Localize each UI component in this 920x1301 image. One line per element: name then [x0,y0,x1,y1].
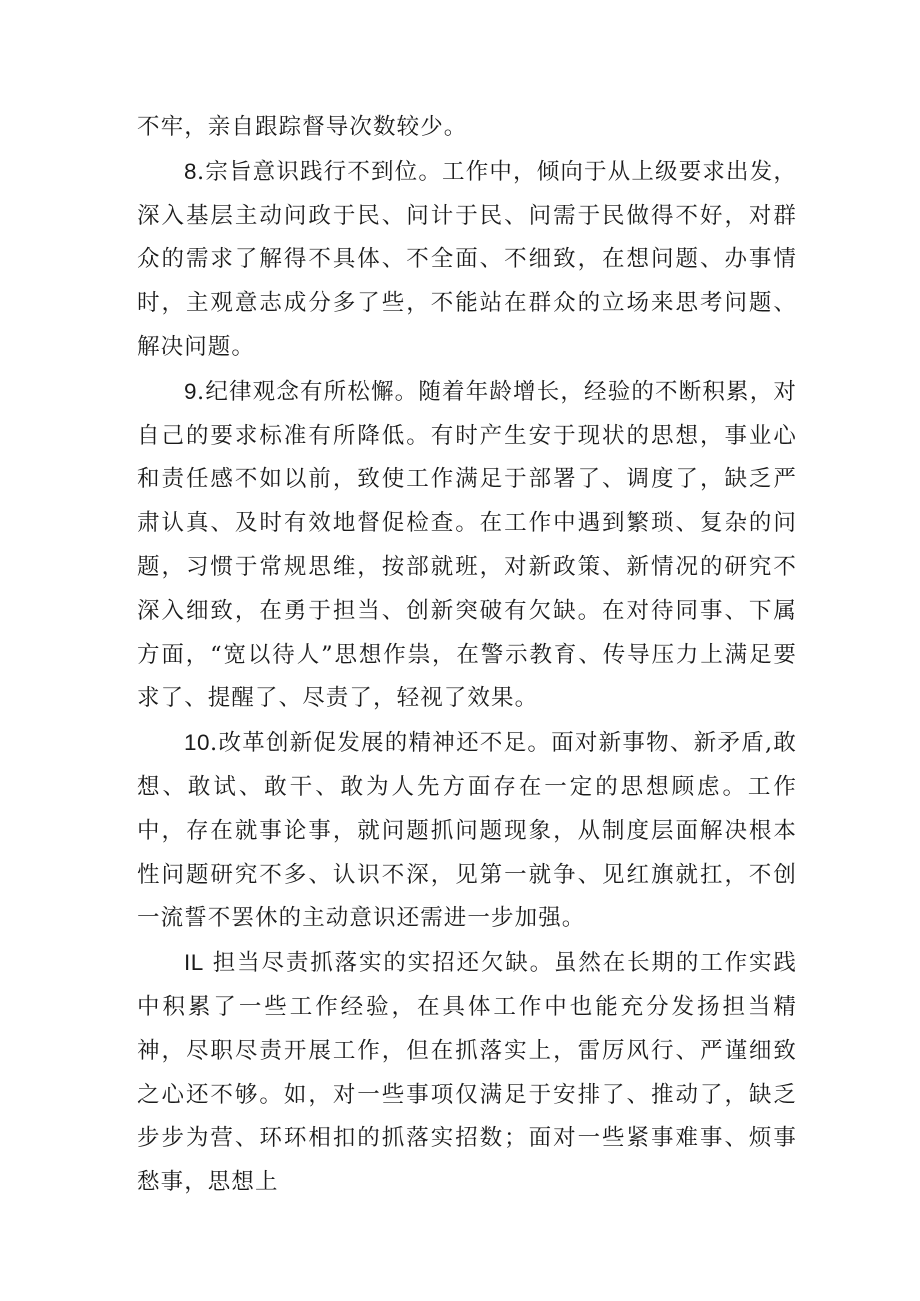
paragraph-continued [137,106,797,150]
paragraph-text: .宗旨意识践行不到位。工作中，倾向于从上级要求出发，深入基层主动问政于民、问计于民、问需于民做得不好，对群众的需求了解得不具体、不全面、不细致，在想问题、办事情时，主观意志成分多了些，不能站在群众的立场来思考问题、解决问题。 [137,158,797,360]
paragraph-text: .改革创新促发展的精神还不足。面对新事物、新矛盾,敢想、敢试、敢干、敢为人先方面存在一定的思想顾虑。工作中，存在就事论事，就问题抓问题现象，从制度层面解决根本性问题研究不多、认识不深，见第一就争、见红旗就扛，不创一流誓不罢休的主动意识还需进一步加强。 [137,730,797,932]
document-body [137,106,797,1205]
paragraph-item-11 [137,941,797,1205]
item-number: 10 [184,730,211,756]
paragraph-item-10 [137,721,797,941]
paragraph-item-8 [137,150,797,370]
paragraph-text: .纪律观念有所松懈。随着年龄增长，经验的不断积累，对自己的要求标准有所降低。有时产生安于现状的思想，事业心和责任感不如以前，致使工作满足于部署了、调度了，缺乏严肃认真、及时有效地督促检查。在工作中遇到繁琐、复杂的问题，习惯于常规思维，按部就班，对新政策、新情况的研究不深入细致，在勇于担当、创新突破有欠缺。在对待同事、下属方面，“宽以待人”思想作祟，在警示教育、传导压力上满足要求了、提醒了、尽责了，轻视了效果。 [137,378,797,712]
paragraph-text: 担当尽责抓落实的实招还欠缺。虽然在长期的工作实践中积累了一些工作经验，在具体工作中也能充分发扬担当精神，尽职尽责开展工作，但在抓落实上，雷厉风行、严谨细致之心还不够。如，对一些事项仅满足于安排了、推动了，缺乏步步为营、环环相扣的抓落实招数；面对一些紧事难事、烦事愁事，思想上 [137,950,797,1196]
paragraph-text: 不牢，亲自跟踪督导次数较少。 [137,114,468,140]
paragraph-item-9 [137,370,797,721]
item-number: IL [184,950,204,976]
item-number: 9 [184,378,198,404]
item-number: 8 [184,158,198,184]
